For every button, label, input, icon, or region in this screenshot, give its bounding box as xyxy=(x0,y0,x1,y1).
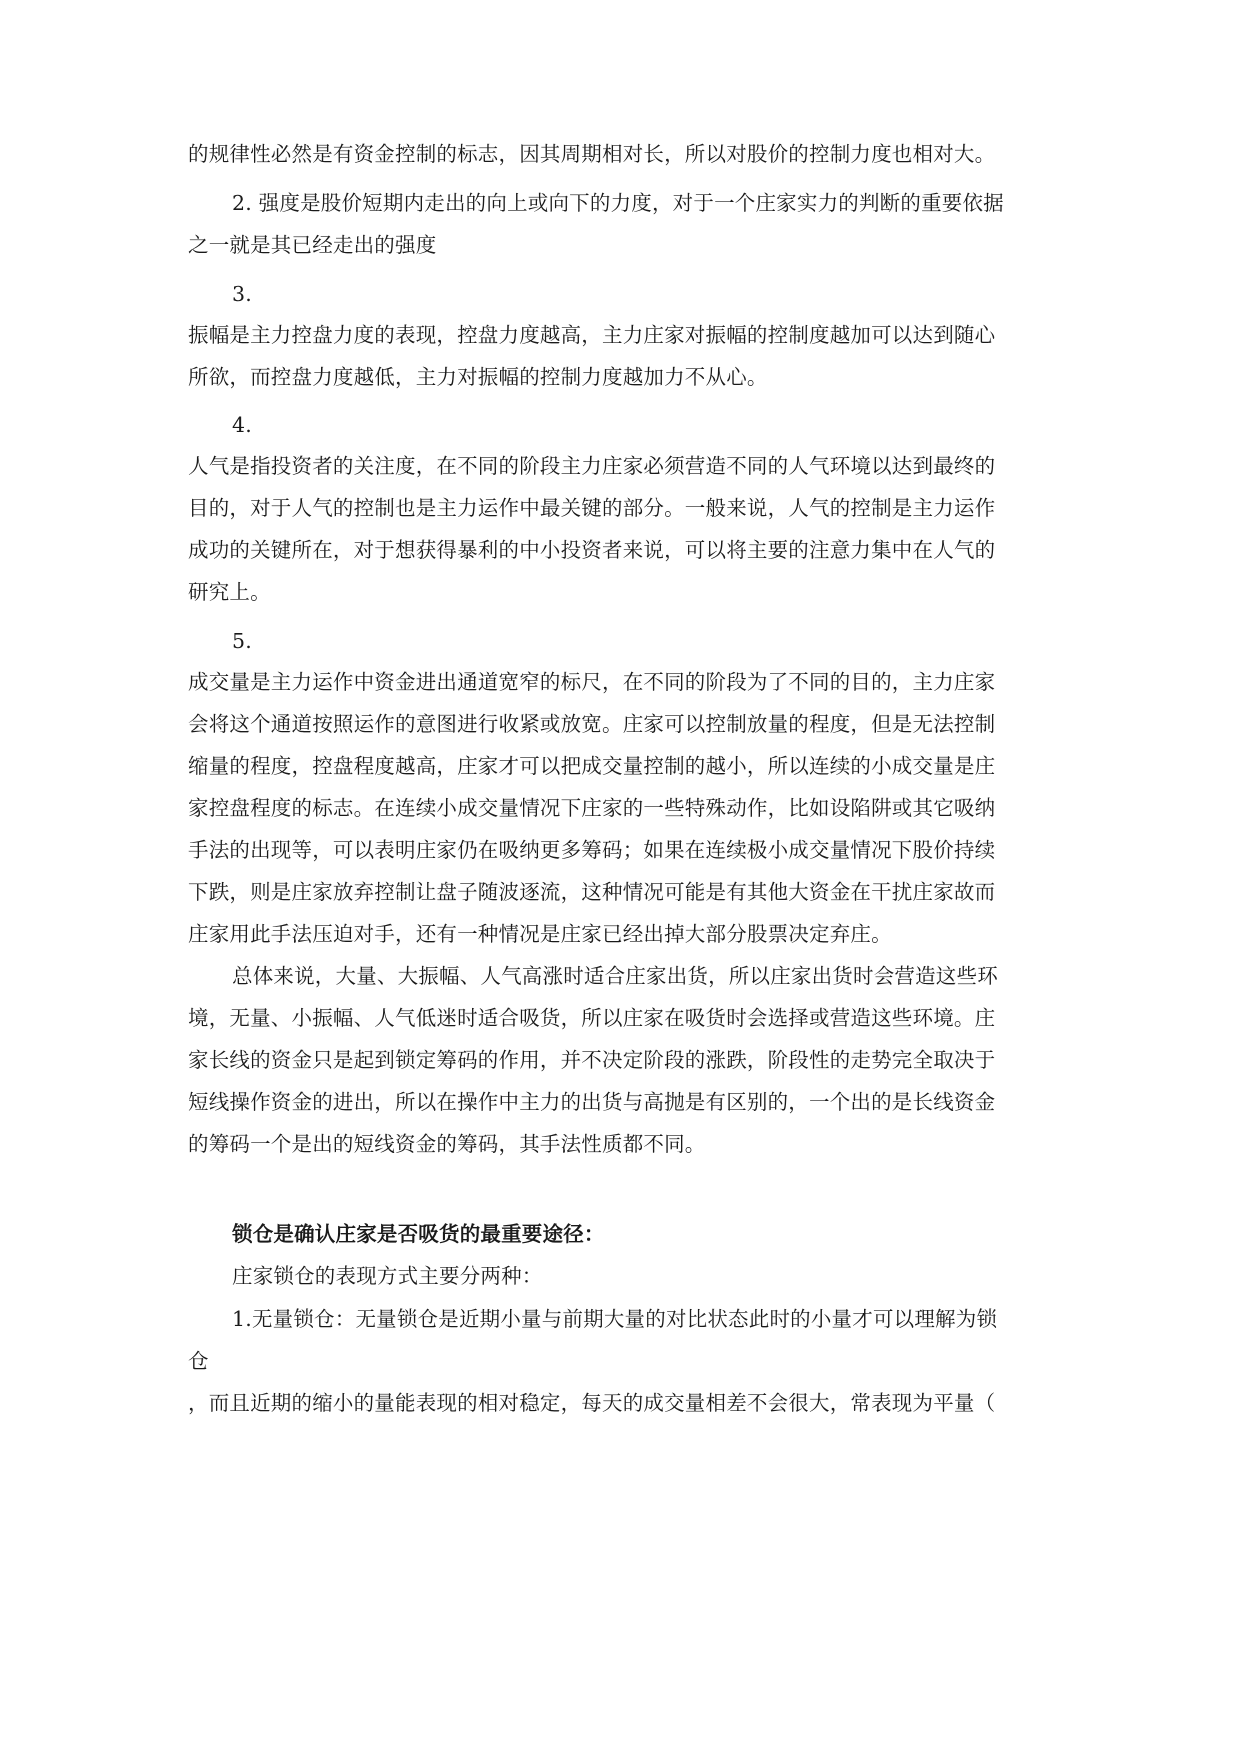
paragraph-line: 研究上。 xyxy=(188,580,271,604)
paragraph-line: 目的，对于人气的控制也是主力运作中最关键的部分。一般来说，人气的控制是主力运作 xyxy=(188,496,996,520)
paragraph-line: 所欲，而控盘力度越低，主力对振幅的控制力度越加力不从心。 xyxy=(188,365,768,389)
list-item-2-line: 2. 强度是股价短期内走出的向上或向下的力度，对于一个庄家实力的判断的重要依据 xyxy=(232,191,1004,215)
paragraph-line: 仓 xyxy=(188,1349,209,1373)
paragraph-line: 庄家用此手法压迫对手，还有一种情况是庄家已经出掉大部分股票决定弃庄。 xyxy=(188,922,892,946)
list-item-1-line: 1.无量锁仓：无量锁仓是近期小量与前期大量的对比状态此时的小量才可以理解为锁 xyxy=(232,1307,998,1331)
paragraph-line: 会将这个通道按照运作的意图进行收紧或放宽。庄家可以控制放量的程度，但是无法控制 xyxy=(188,712,996,736)
section-heading: 锁仓是确认庄家是否吸货的最重要途径： xyxy=(232,1222,605,1246)
paragraph-line: 家控盘程度的标志。在连续小成交量情况下庄家的一些特殊动作，比如设陷阱或其它吸纳 xyxy=(188,796,996,820)
paragraph-line: 的规律性必然是有资金控制的标志，因其周期相对长，所以对股价的控制力度也相对大。 xyxy=(188,142,996,166)
paragraph-line: 振幅是主力控盘力度的表现，控盘力度越高，主力庄家对振幅的控制度越加可以达到随心 xyxy=(188,323,996,347)
paragraph-line: 手法的出现等，可以表明庄家仍在吸纳更多筹码；如果在连续极小成交量情况下股价持续 xyxy=(188,838,996,862)
list-number-4: 4. xyxy=(232,413,252,437)
paragraph-line: 境，无量、小振幅、人气低迷时适合吸货，所以庄家在吸货时会选择或营造这些环境。庄 xyxy=(188,1006,996,1030)
paragraph-line: 的筹码一个是出的短线资金的筹码，其手法性质都不同。 xyxy=(188,1132,706,1156)
paragraph-line: 下跌，则是庄家放弃控制让盘子随波逐流，这种情况可能是有其他大资金在干扰庄家故而 xyxy=(188,880,996,904)
paragraph-line: 之一就是其已经走出的强度 xyxy=(188,233,437,257)
paragraph-line: 成交量是主力运作中资金进出通道宽窄的标尺，在不同的阶段为了不同的目的，主力庄家 xyxy=(188,670,996,694)
paragraph-line: 成功的关键所在，对于想获得暴利的中小投资者来说，可以将主要的注意力集中在人气的 xyxy=(188,538,996,562)
paragraph-line: 总体来说，大量、大振幅、人气高涨时适合庄家出货，所以庄家出货时会营造这些环 xyxy=(232,964,998,988)
paragraph-line: 缩量的程度，控盘程度越高，庄家才可以把成交量控制的越小，所以连续的小成交量是庄 xyxy=(188,754,996,778)
paragraph-line: ，而且近期的缩小的量能表现的相对稳定，每天的成交量相差不会很大，常表现为平量（ xyxy=(188,1391,996,1415)
paragraph-line: 短线操作资金的进出，所以在操作中主力的出货与高抛是有区别的，一个出的是长线资金 xyxy=(188,1090,996,1114)
list-number-5: 5. xyxy=(232,629,252,653)
paragraph-line: 人气是指投资者的关注度，在不同的阶段主力庄家必须营造不同的人气环境以达到最终的 xyxy=(188,454,996,478)
list-number-3: 3. xyxy=(232,282,252,306)
paragraph-line: 家长线的资金只是起到锁定筹码的作用，并不决定阶段的涨跌，阶段性的走势完全取决于 xyxy=(188,1048,996,1072)
paragraph-line: 庄家锁仓的表现方式主要分两种： xyxy=(232,1264,543,1288)
